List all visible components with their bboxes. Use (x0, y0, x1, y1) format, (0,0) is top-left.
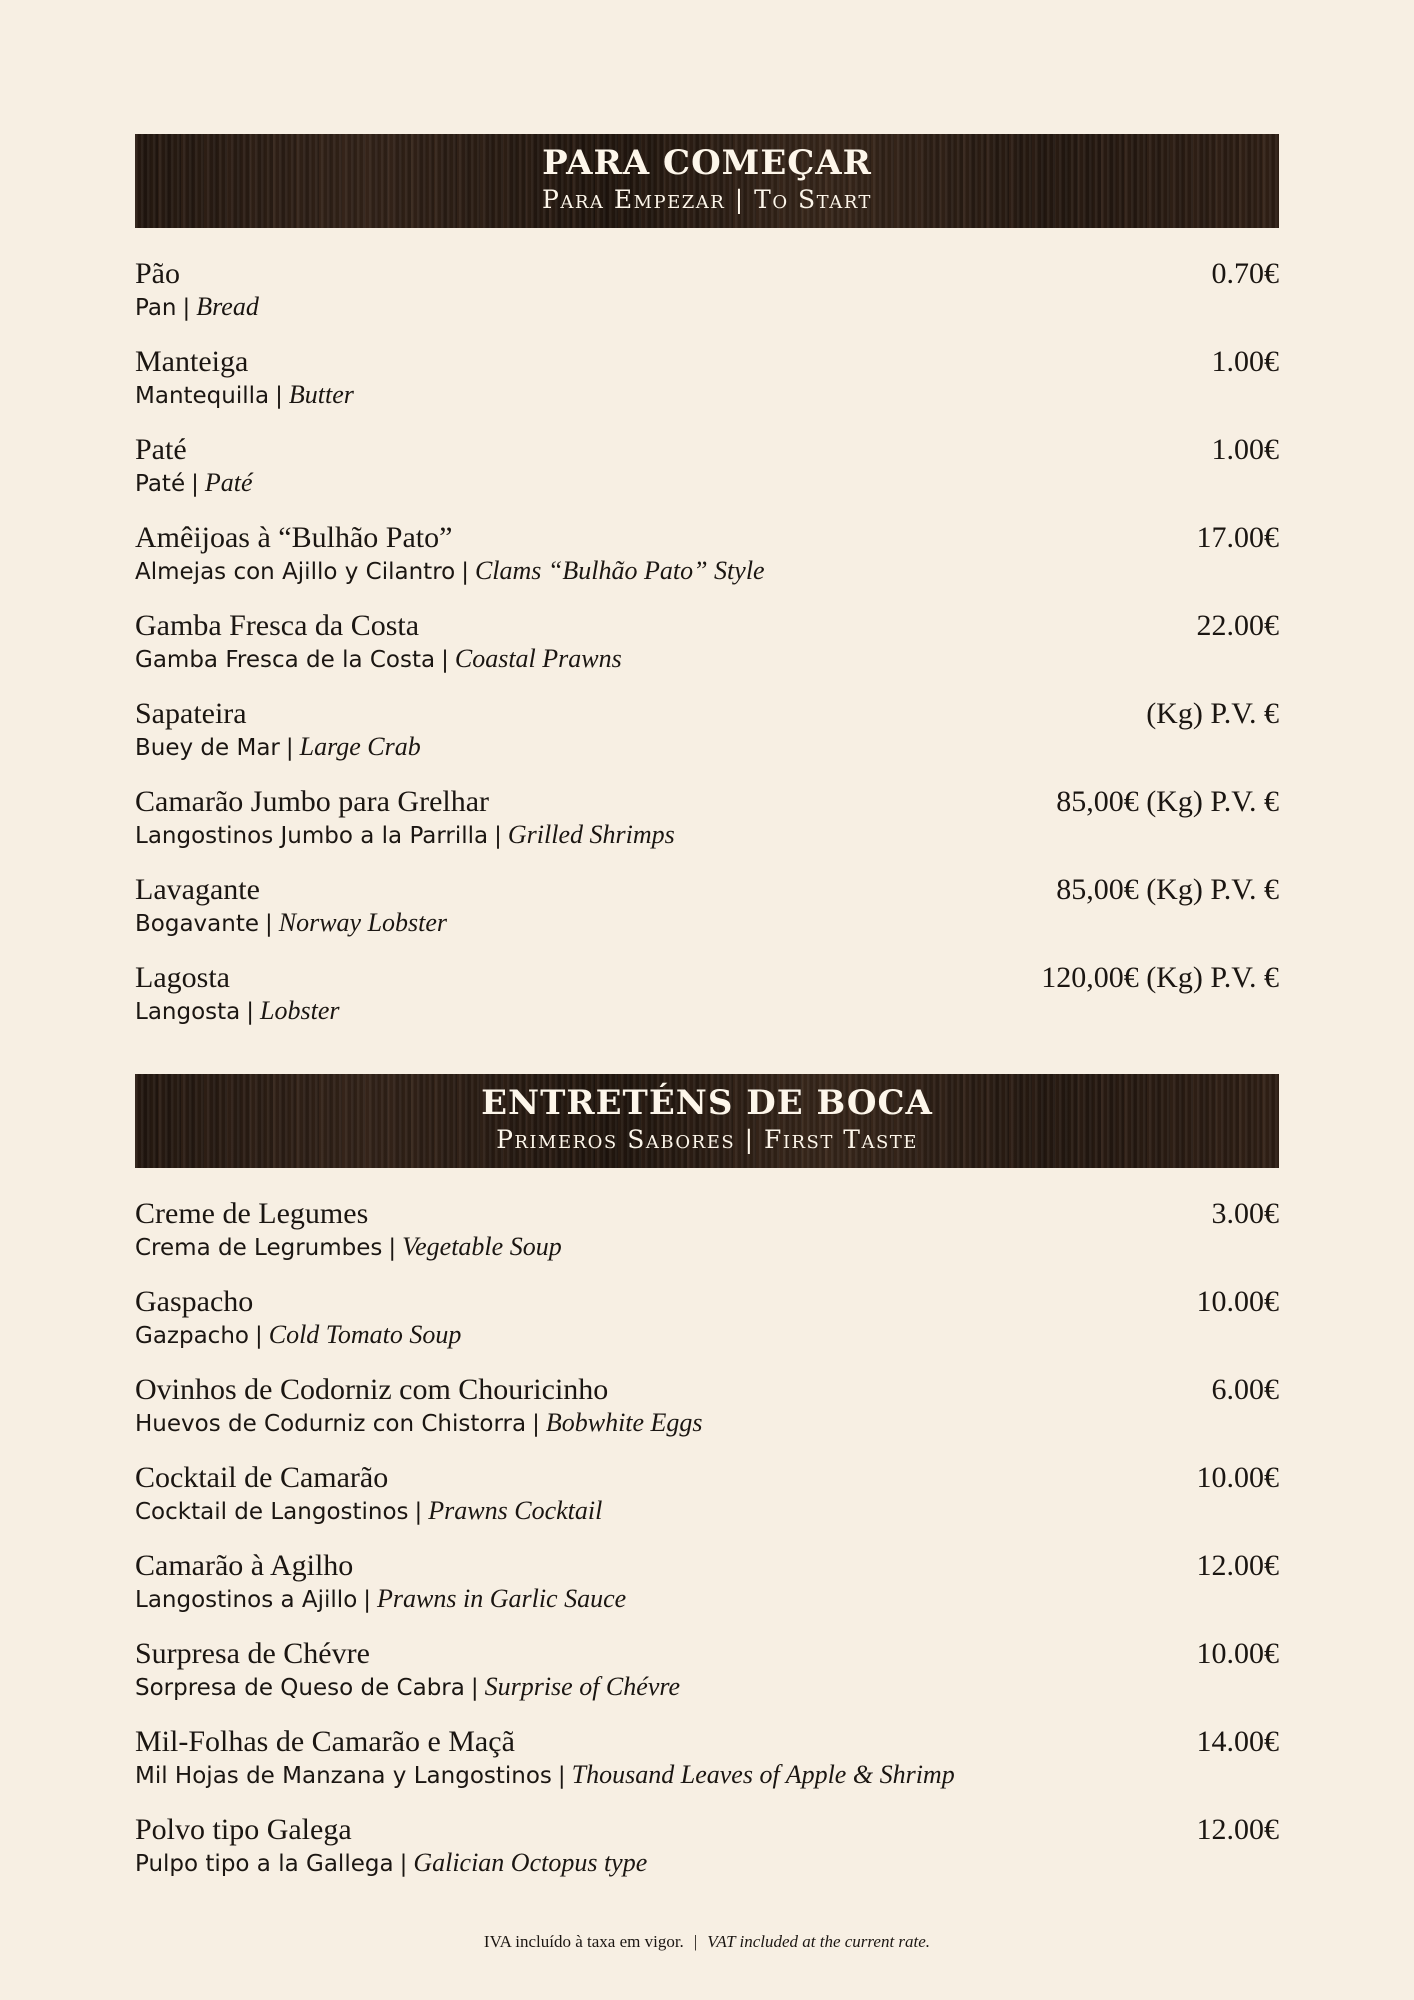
item-name-pt: Mil-Folhas de Camarão e Maçã (135, 1725, 515, 1758)
item-name-es: Huevos de Codurniz con Chistorra (135, 1411, 527, 1437)
item-translations (135, 908, 1279, 939)
menu-item (135, 256, 1279, 344)
item-translations (135, 468, 1279, 499)
item-name-es: Langostinos Jumbo a la Parrilla (135, 823, 489, 849)
item-name-pt: Cocktail de Camarão (135, 1461, 389, 1494)
item-name-en: Paté (204, 468, 253, 497)
item-name-en: Lobster (260, 996, 340, 1025)
item-name-pt: Gamba Fresca da Costa (135, 609, 420, 642)
item-price: 12.00€ (1196, 1549, 1279, 1582)
item-translations (135, 292, 1279, 323)
footer-separator: | (693, 1932, 698, 1951)
menu-section (135, 1074, 1279, 1900)
menu-item (135, 1812, 1279, 1900)
item-price: 1.00€ (1211, 433, 1279, 466)
footer-note (0, 1932, 1414, 1952)
item-name-en: Surprise of Chévre (484, 1672, 681, 1701)
item-separator: | (254, 1323, 263, 1349)
section-subtitle: Primeros Sabores | First Taste (496, 1125, 918, 1154)
item-name-pt: Lagosta (135, 961, 230, 994)
item-name-es: Paté (135, 471, 186, 497)
item-name-es: Bogavante (135, 911, 259, 937)
item-name-en: Prawns Cocktail (428, 1496, 603, 1525)
item-price: 10.00€ (1196, 1285, 1279, 1318)
item-separator: | (461, 559, 469, 585)
section-title: ENTRETÉNS DE BOCA (481, 1083, 933, 1123)
item-separator: | (265, 911, 273, 937)
item-name-es: Mil Hojas de Manzana y Langostinos (135, 1763, 552, 1789)
item-name-en: Clams “Bulhão Pato” Style (474, 556, 765, 585)
item-name-pt: Amêijoas à “Bulhão Pato” (135, 521, 453, 554)
item-name-es: Pulpo tipo a la Gallega (135, 1851, 394, 1877)
item-price: 120,00€ (Kg) P.V. € (1041, 961, 1279, 994)
menu-item (135, 344, 1279, 432)
item-name-pt: Manteiga (135, 345, 249, 378)
item-translations (135, 644, 1279, 675)
item-separator: | (182, 295, 191, 321)
menu-page (135, 134, 1279, 1900)
footer-vat-en: VAT included at the current rate. (707, 1932, 931, 1951)
item-translations (135, 1584, 1279, 1615)
item-name-pt: Lavagante (135, 873, 260, 906)
item-price: 12.00€ (1196, 1813, 1279, 1846)
menu-item (135, 1460, 1279, 1548)
item-name-es: Sorpresa de Queso de Cabra (135, 1675, 465, 1701)
item-name-pt: Gaspacho (135, 1285, 254, 1318)
item-separator: | (441, 647, 449, 673)
item-name-en: Butter (288, 380, 354, 409)
item-name-es: Almejas con Ajillo y Cilantro (135, 559, 456, 585)
item-translations (135, 820, 1279, 851)
item-translations (135, 1408, 1279, 1439)
item-translations (135, 1848, 1279, 1879)
item-price: 14.00€ (1196, 1725, 1279, 1758)
item-separator: | (494, 823, 502, 849)
item-name-en: Norway Lobster (278, 908, 448, 937)
item-name-es: Mantequilla (135, 383, 270, 409)
item-translations (135, 1320, 1279, 1351)
item-price: 85,00€ (Kg) P.V. € (1056, 873, 1279, 906)
item-price: 10.00€ (1196, 1461, 1279, 1494)
item-name-pt: Pão (135, 257, 180, 290)
item-price: 6.00€ (1211, 1373, 1279, 1406)
item-name-es: Gamba Fresca de la Costa (135, 647, 436, 673)
item-separator: | (557, 1763, 566, 1789)
item-name-en: Coastal Prawns (454, 644, 622, 673)
item-separator: | (399, 1851, 408, 1877)
item-name-pt: Polvo tipo Galega (135, 1813, 352, 1846)
menu-item (135, 696, 1279, 784)
item-name-en: Large Crab (299, 732, 421, 761)
item-separator: | (191, 471, 199, 497)
item-translations (135, 556, 1279, 587)
item-name-es: Cocktail de Langostinos (135, 1499, 409, 1525)
item-translations (135, 996, 1279, 1027)
menu-item (135, 1548, 1279, 1636)
item-name-en: Vegetable Soup (402, 1232, 562, 1261)
item-price: (Kg) P.V. € (1146, 697, 1279, 730)
menu-item-list (135, 1196, 1279, 1900)
item-name-pt: Surpresa de Chévre (135, 1637, 370, 1670)
item-name-en: Prawns in Garlic Sauce (377, 1584, 627, 1613)
item-price: 85,00€ (Kg) P.V. € (1056, 785, 1279, 818)
menu-item (135, 1196, 1279, 1284)
menu-item (135, 784, 1279, 872)
section-banner (135, 134, 1279, 228)
menu-item (135, 872, 1279, 960)
menu-item (135, 1284, 1279, 1372)
item-price: 0.70€ (1211, 257, 1279, 290)
item-name-pt: Camarão Jumbo para Grelhar (135, 785, 490, 818)
item-translations (135, 1760, 1279, 1791)
menu-item (135, 432, 1279, 520)
item-name-pt: Ovinhos de Codorniz com Chouricinho (135, 1373, 609, 1406)
menu-item-list (135, 256, 1279, 1048)
item-name-en: Cold Tomato Soup (268, 1320, 462, 1349)
item-name-es: Langostinos a Ajillo (135, 1587, 358, 1613)
item-price: 22.00€ (1196, 609, 1279, 642)
item-separator: | (470, 1675, 479, 1701)
footer-vat-pt: IVA incluído à taxa em vigor. (483, 1932, 684, 1951)
item-name-es: Pan (135, 295, 177, 321)
item-name-pt: Paté (135, 433, 187, 466)
item-translations (135, 1496, 1279, 1527)
item-name-pt: Sapateira (135, 697, 247, 730)
item-translations (135, 1232, 1279, 1263)
item-separator: | (246, 999, 255, 1025)
item-name-pt: Camarão à Agilho (135, 1549, 354, 1582)
menu-item (135, 1724, 1279, 1812)
menu-item (135, 1372, 1279, 1460)
item-name-en: Grilled Shrimps (507, 820, 675, 849)
item-price: 1.00€ (1211, 345, 1279, 378)
menu-sections (135, 134, 1279, 1900)
item-separator: | (363, 1587, 372, 1613)
item-separator: | (285, 735, 294, 761)
section-subtitle: Para Empezar | To Start (542, 185, 872, 214)
item-translations (135, 380, 1279, 411)
item-name-es: Langosta (135, 999, 241, 1025)
item-separator: | (532, 1411, 540, 1437)
item-name-en: Bread (196, 292, 259, 321)
item-price: 17.00€ (1196, 521, 1279, 554)
item-separator: | (388, 1235, 397, 1261)
item-name-pt: Creme de Legumes (135, 1197, 369, 1230)
item-translations (135, 1672, 1279, 1703)
item-price: 3.00€ (1211, 1197, 1279, 1230)
item-separator: | (275, 383, 283, 409)
item-name-es: Gazpacho (135, 1323, 249, 1349)
item-separator: | (414, 1499, 423, 1525)
section-banner (135, 1074, 1279, 1168)
item-name-en: Thousand Leaves of Apple & Shrimp (571, 1760, 955, 1789)
item-name-es: Crema de Legrumbes (135, 1235, 383, 1261)
item-name-en: Galician Octopus type (413, 1848, 648, 1877)
menu-item (135, 1636, 1279, 1724)
item-name-en: Bobwhite Eggs (545, 1408, 703, 1437)
item-price: 10.00€ (1196, 1637, 1279, 1670)
menu-item (135, 520, 1279, 608)
item-translations (135, 732, 1279, 763)
menu-item (135, 960, 1279, 1048)
menu-section (135, 134, 1279, 1048)
menu-item (135, 608, 1279, 696)
section-title: PARA COMEÇAR (542, 143, 872, 183)
item-name-es: Buey de Mar (135, 735, 280, 761)
